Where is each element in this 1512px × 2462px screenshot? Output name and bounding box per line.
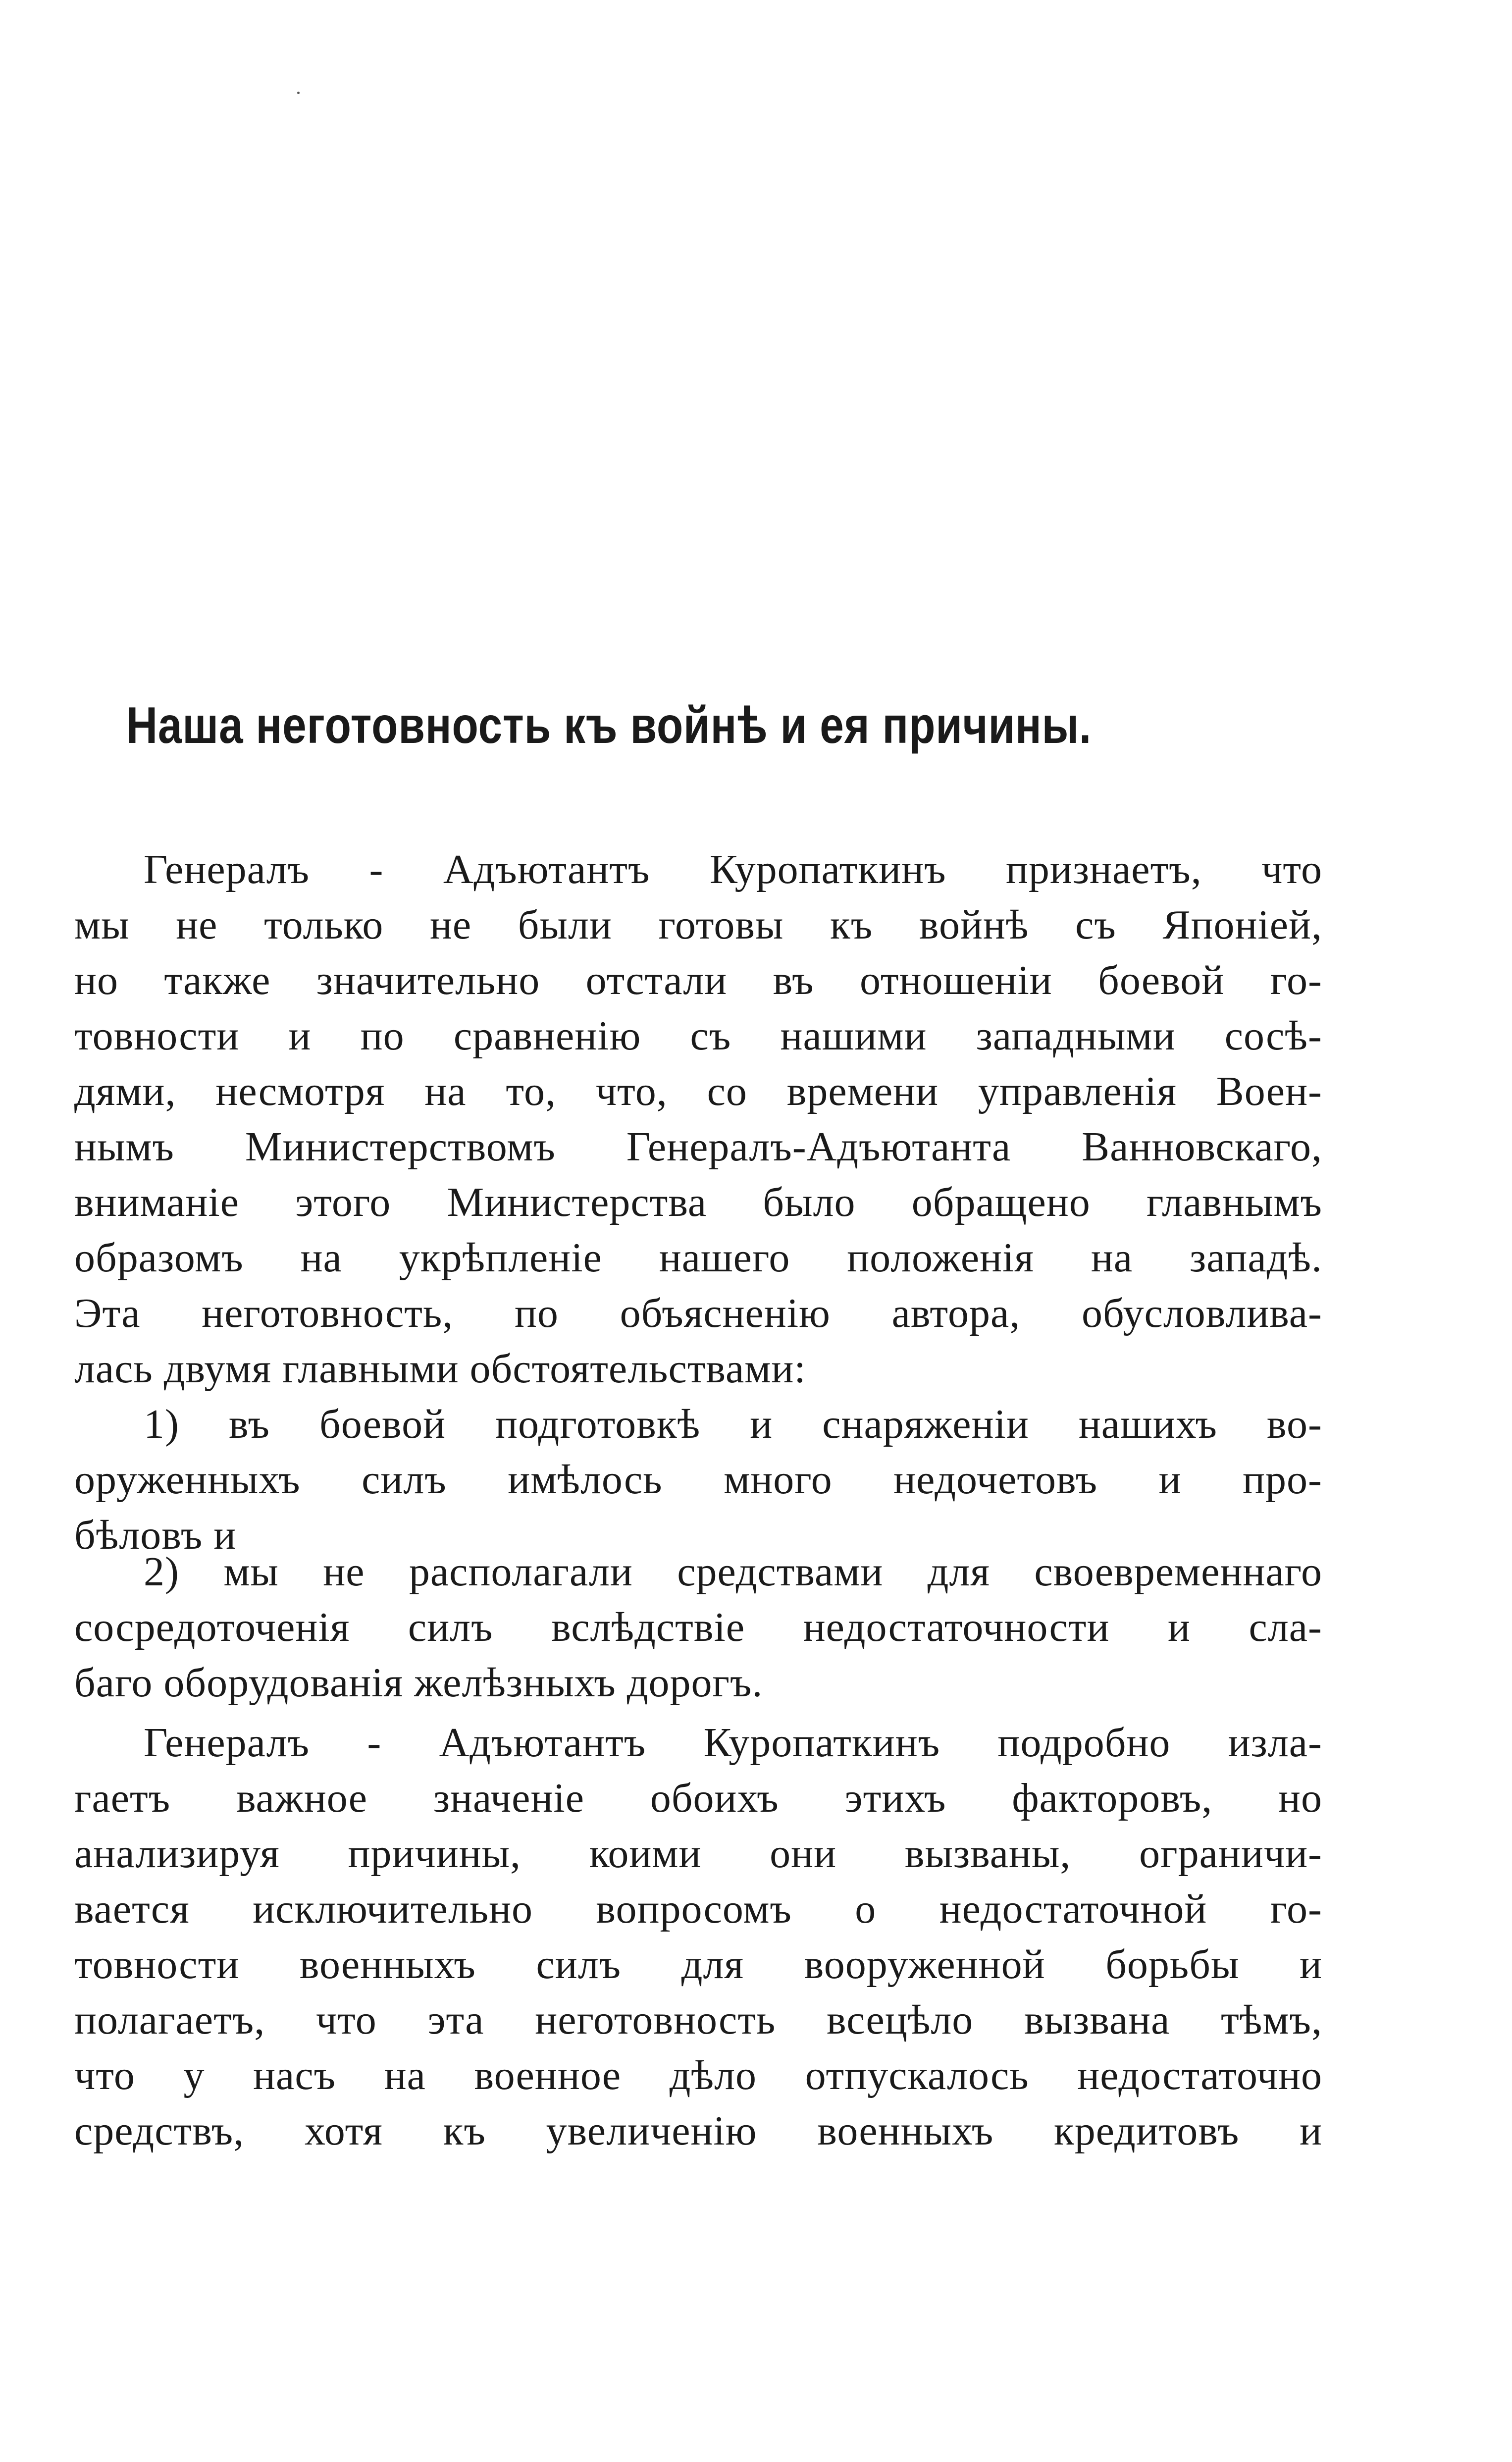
paragraph-block-3 (74, 1715, 1322, 2159)
text-line: товности и по сравненію съ нашими западными сосѣ- (74, 1013, 1322, 1059)
text-line: но также значительно отстали въ отношеніи боевой го- (74, 957, 1322, 1003)
text-line: образомъ на укрѣпленіе нашего положенія на западѣ. (74, 1235, 1322, 1281)
text-line: бѣловъ и (74, 1512, 237, 1558)
text-line: гаетъ важное значеніе обоихъ этихъ факторовъ, но (74, 1775, 1322, 1821)
paragraph-block-1 (74, 842, 1322, 1563)
text-line: полагаетъ, что эта неготовность всецѣло вызвана тѣмъ, (74, 1997, 1322, 2043)
text-line: Эта неготовность, по объясненію автора, обусловлива- (74, 1290, 1322, 1336)
text-line: нымъ Министерствомъ Генералъ-Адъютанта Ванновскаго, (74, 1124, 1322, 1170)
text-line: средствъ, хотя къ увеличенію военныхъ кредитовъ и (74, 2108, 1322, 2154)
text-line: мы не только не были готовы къ войнѣ съ Японіей, (74, 902, 1322, 948)
text-line: лась двумя главными обстоятельствами: (74, 1346, 806, 1392)
text-line: вается исключительно вопросомъ о недостаточной го- (74, 1886, 1322, 1932)
text-line: баго оборудованія желѣзныхъ дорогъ. (74, 1660, 763, 1706)
text-line: дями, несмотря на то, что, со времени управленія Воен- (74, 1068, 1322, 1114)
text-line: 1) въ боевой подготовкѣ и снаряженіи нашихъ во- (144, 1401, 1322, 1447)
text-line: вниманіе этого Министерства было обращено главнымъ (74, 1179, 1322, 1225)
text-line: Генералъ - Адъютантъ Куропаткинъ признаетъ, что (144, 846, 1322, 892)
text-line: оруженныхъ силъ имѣлось много недочетовъ и про- (74, 1457, 1322, 1503)
text-line: 2) мы не располагали средствами для своевременнаго (144, 1549, 1322, 1595)
text-line: сосредоточенія силъ вслѣдствіе недостаточности и сла- (74, 1604, 1322, 1650)
paragraph-block-2 (74, 1544, 1322, 1711)
chapter-heading: Наша неготовность къ войнѣ и ея причины. (126, 697, 1092, 754)
text-line: что у насъ на военное дѣло отпускалось недостаточно (74, 2052, 1322, 2098)
text-line: товности военныхъ силъ для вооруженной борьбы и (74, 1941, 1322, 1988)
text-line: Генералъ - Адъютантъ Куропаткинъ подробно изла- (144, 1720, 1322, 1766)
text-line: анализируя причины, коими они вызваны, ограничи- (74, 1831, 1322, 1877)
print-speck (297, 92, 300, 94)
